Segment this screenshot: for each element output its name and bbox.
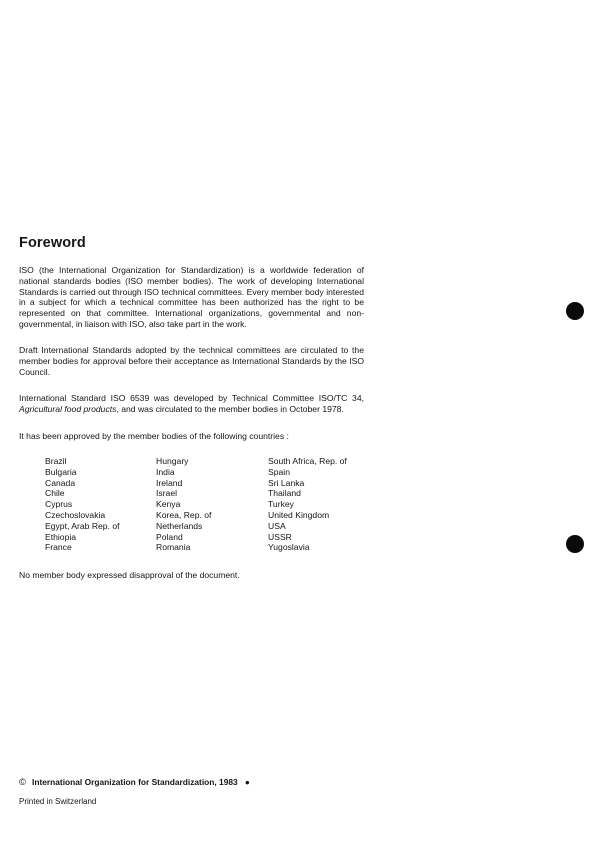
- country-name: Israel: [156, 488, 178, 499]
- country-name: Czechoslovakia: [45, 509, 106, 520]
- country-name: Bulgaria: [45, 466, 77, 477]
- country-column-1: [45, 456, 120, 553]
- country-name: USA: [268, 520, 286, 531]
- country-name: Romania: [156, 542, 191, 553]
- country-name: Canada: [45, 477, 76, 488]
- country-name: Poland: [156, 531, 183, 542]
- country-name: Ethiopia: [45, 531, 77, 542]
- country-column-3: [268, 456, 347, 553]
- page-title: Foreword: [19, 235, 86, 251]
- standard-info-text: International Standard ISO 6539 was developed by Technical Committee ISO/TC 34,: [19, 393, 364, 403]
- paragraph-no-disapproval: No member body expressed disapproval of the document.: [19, 570, 240, 580]
- country-name: Sri Lanka: [268, 477, 305, 488]
- country-name: Turkey: [268, 499, 294, 510]
- paragraph-draft-standards: Draft International Standards adopted by the technical committees are circulated to the member bodies for approval before their acceptance as International Standards by the ISO Council.: [19, 345, 364, 377]
- punch-hole-icon: [566, 302, 584, 320]
- country-name: Brazil: [45, 456, 67, 466]
- country-name: Hungary: [156, 456, 189, 466]
- country-name: Netherlands: [156, 520, 203, 531]
- country-name: Ireland: [156, 477, 183, 488]
- committee-name: Agricultural food products: [19, 403, 117, 414]
- country-name: India: [156, 466, 175, 477]
- printed-in-note: Printed in Switzerland: [19, 797, 97, 806]
- copyright-line: [19, 777, 250, 788]
- country-name: Egypt, Arab Rep. of: [45, 520, 120, 531]
- punch-hole-icon: [566, 535, 584, 553]
- paragraph-approval-intro: It has been approved by the member bodies of the following countries :: [19, 431, 289, 441]
- country-name: USSR: [268, 531, 292, 542]
- paragraph-iso-intro: ISO (the International Organization for Standardization) is a worldwide federation of national standards bodies (ISO member bodies). The work of developing International Standards is carried out through ISO technical committees. Every member body interested in a subject for which a technical committee has been authorized has the right to be represented on that committee. International organizations, governmental and non-governmental, in liaison with ISO, also take part in the work.: [19, 265, 364, 329]
- country-name: Yugoslavia: [268, 542, 310, 553]
- country-name: Korea, Rep. of: [156, 509, 212, 520]
- country-column-2: [156, 456, 211, 553]
- country-name: United Kingdom: [268, 509, 330, 520]
- country-name: Spain: [268, 466, 290, 477]
- copyright-text: International Organization for Standardization, 1983: [32, 777, 238, 787]
- country-name: Kenya: [156, 499, 181, 510]
- bullet-icon: ●: [244, 777, 250, 787]
- copyright-icon: ©: [19, 777, 26, 788]
- country-name: Cyprus: [45, 499, 73, 510]
- paragraph-standard-info: [19, 393, 364, 415]
- country-name: France: [45, 542, 72, 553]
- country-name: Thailand: [268, 488, 301, 499]
- country-name: Chile: [45, 488, 65, 499]
- standard-info-text-end: , and was circulated to the member bodies in October 1978.: [116, 403, 344, 414]
- country-name: South Africa, Rep. of: [268, 456, 347, 466]
